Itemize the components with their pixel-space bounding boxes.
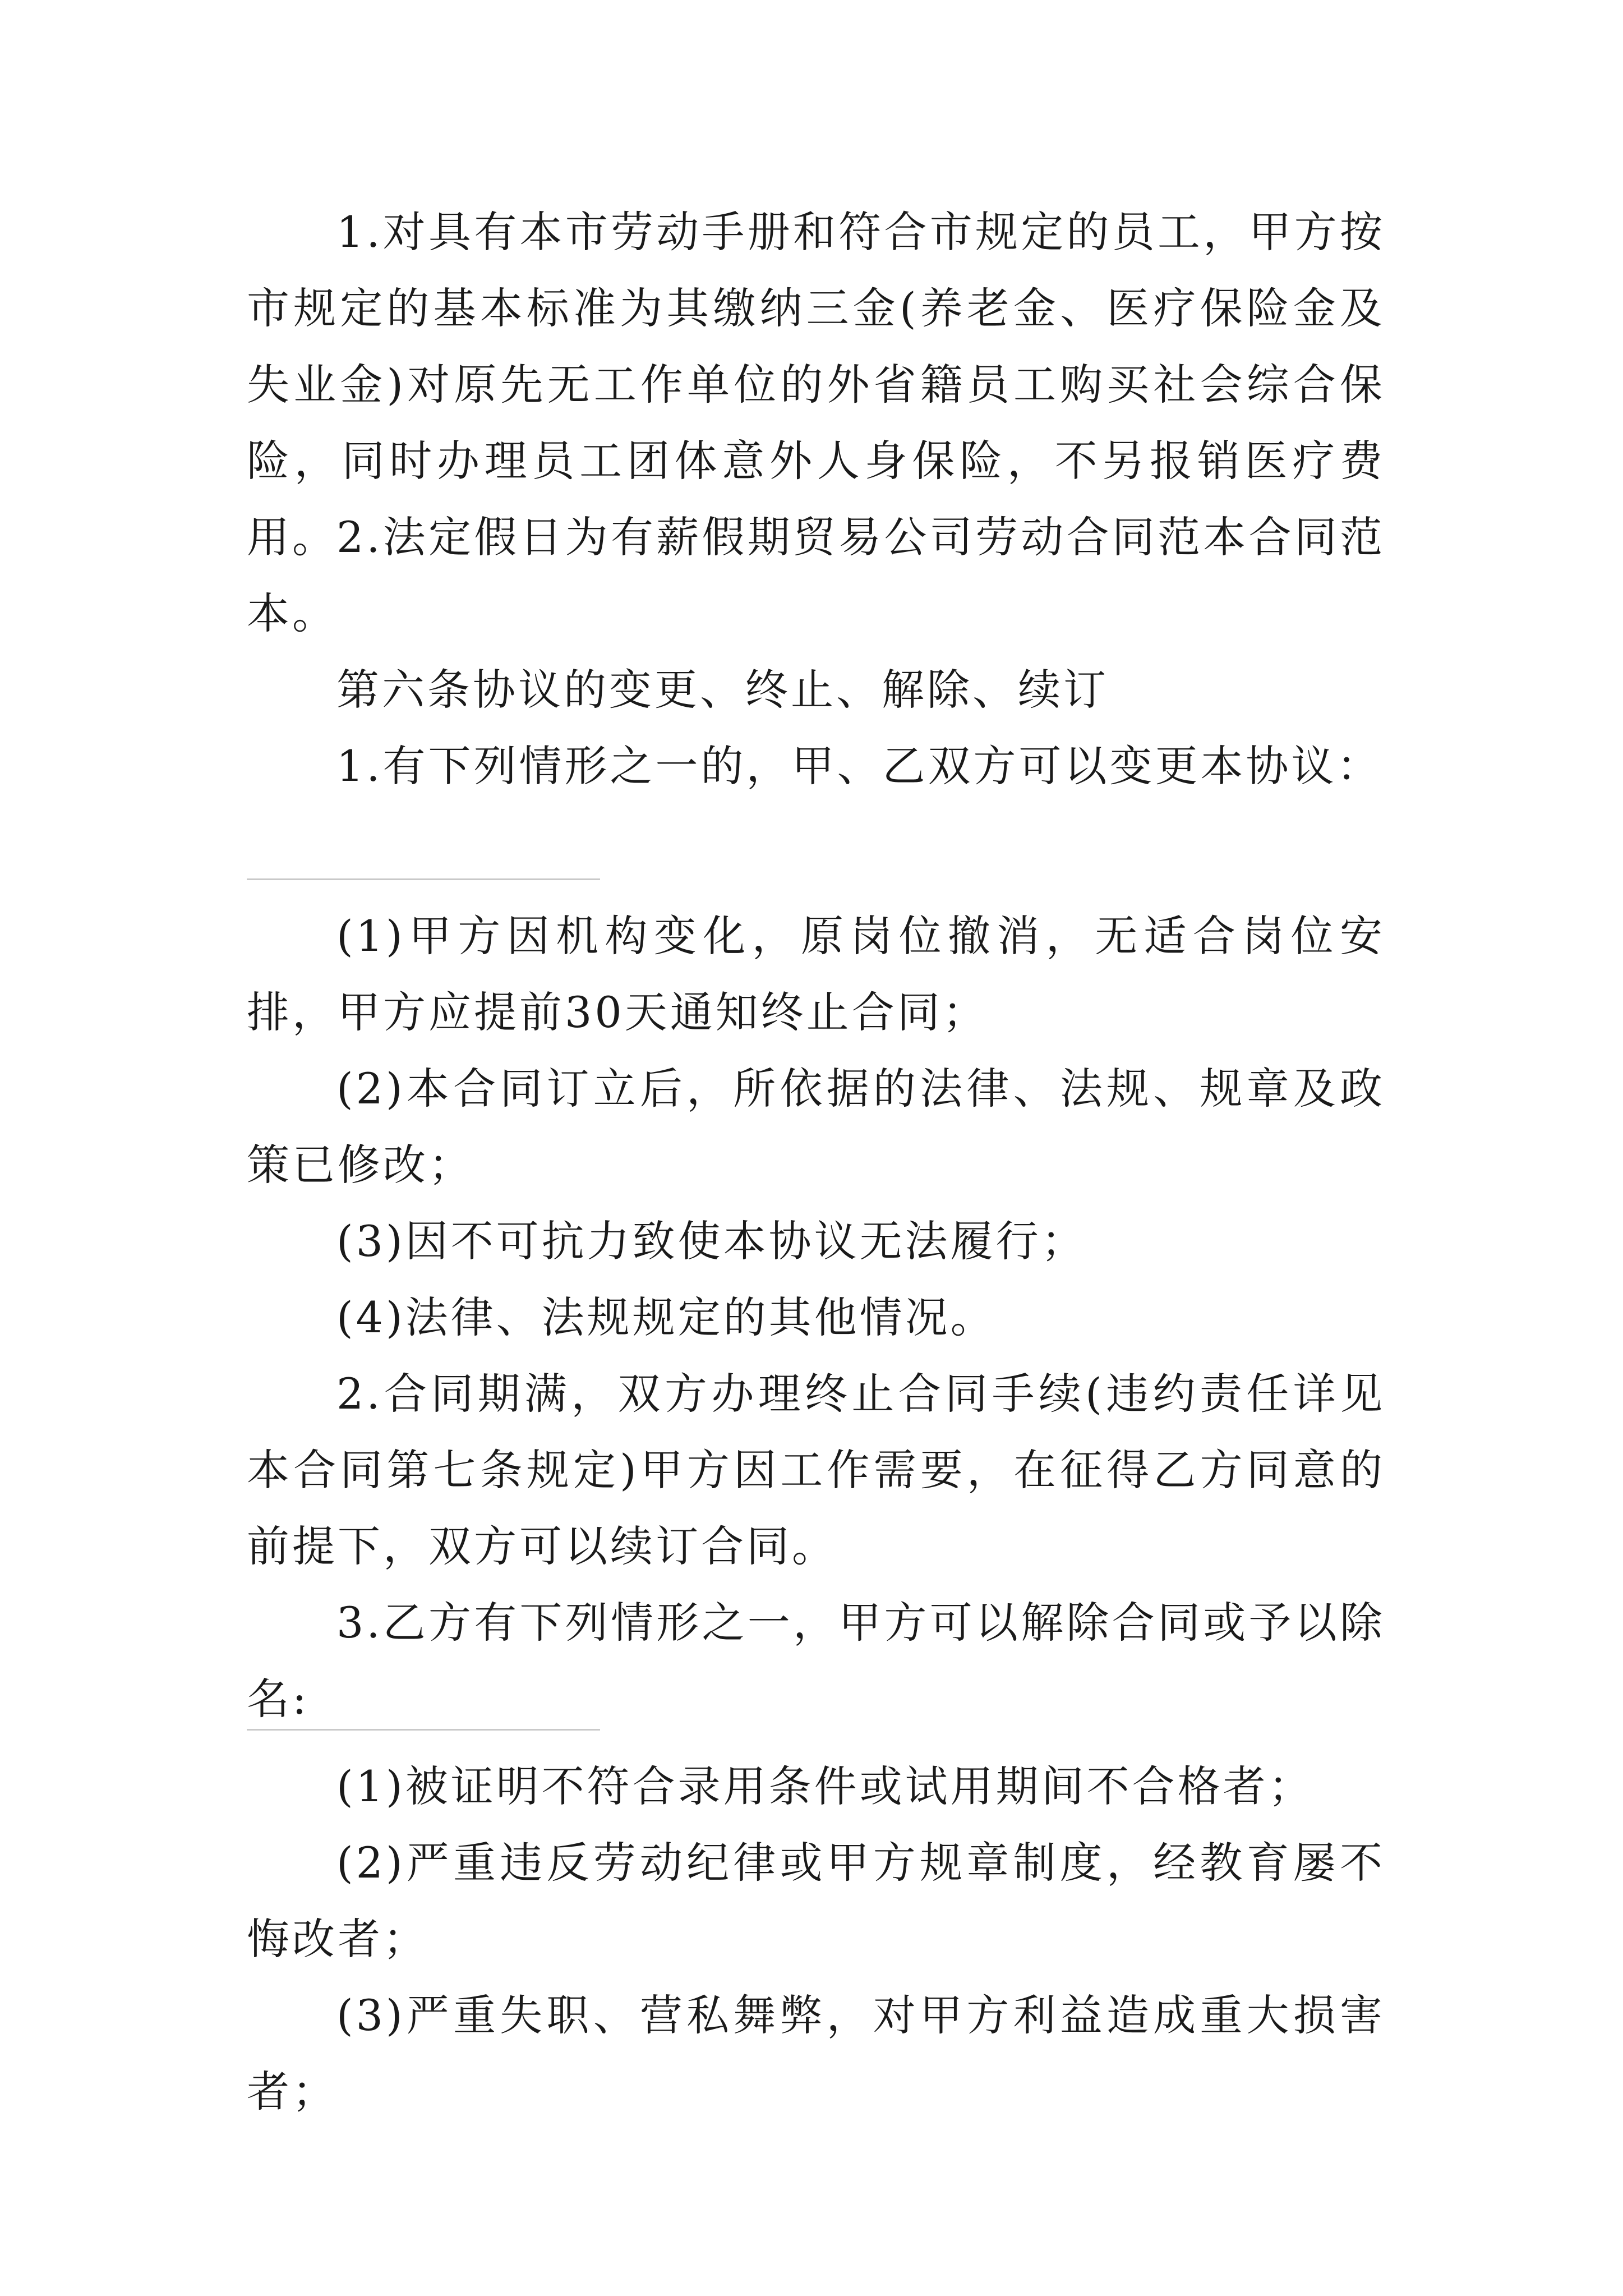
list-item-dismissal-2: (2)严重违反劳动纪律或甲方规章制度，经教育屡不悔改者； [247,1838,1385,1964]
paragraph-dismissal-conditions: 3.乙方有下列情形之一，甲方可以解除合同或予以除名: [247,1598,1385,1724]
list-item-change-3: (3)因不可抗力致使本协议无法履行； [336,1216,1087,1266]
list-item-dismissal-3: (3)严重失职、营私舞弊，对甲方利益造成重大损害者； [247,1990,1385,2116]
section-divider [247,1729,600,1731]
paragraph-change-conditions: 1.有下列情形之一的，甲、乙双方可以变更本协议： [336,741,1382,791]
section-heading-article-six: 第六条协议的变更、终止、解除、续订 [336,665,1109,715]
paragraph-insurance: 1.对具有本市劳动手册和符合市规定的员工，甲方按市规定的基本标准为其缴纳三金(养老金、医疗保险金及失业金)对原先无工作单位的外省籍员工购买社会综合保险，同时办理员工团体意外人身保险，不另报销医疗费用。 [247,207,1385,562]
list-item-change-2: (2)本合同订立后，所依据的法律、法规、规章及政策已修改； [247,1064,1385,1190]
paragraph-contract-renewal: 2.合同期满，双方办理终止合同手续(违约责任详见本合同第七条规定)甲方因工作需要，在征得乙方同意的前提下，双方可以续订合同。 [247,1369,1385,1571]
section-divider [247,878,600,880]
list-item-change-4: (4)法律、法规规定的其他情况。 [336,1292,996,1342]
list-item-dismissal-1: (1)被证明不符合录用条件或试用期间不合格者； [336,1761,1314,1811]
paragraph-holidays: 2.法定假日为有薪假期贸易公司劳动合同范本合同范本。 [247,512,1385,638]
list-item-change-1: (1)甲方因机构变化，原岗位撤消，无适合岗位安排，甲方应提前30天通知终止合同； [247,911,1385,1037]
